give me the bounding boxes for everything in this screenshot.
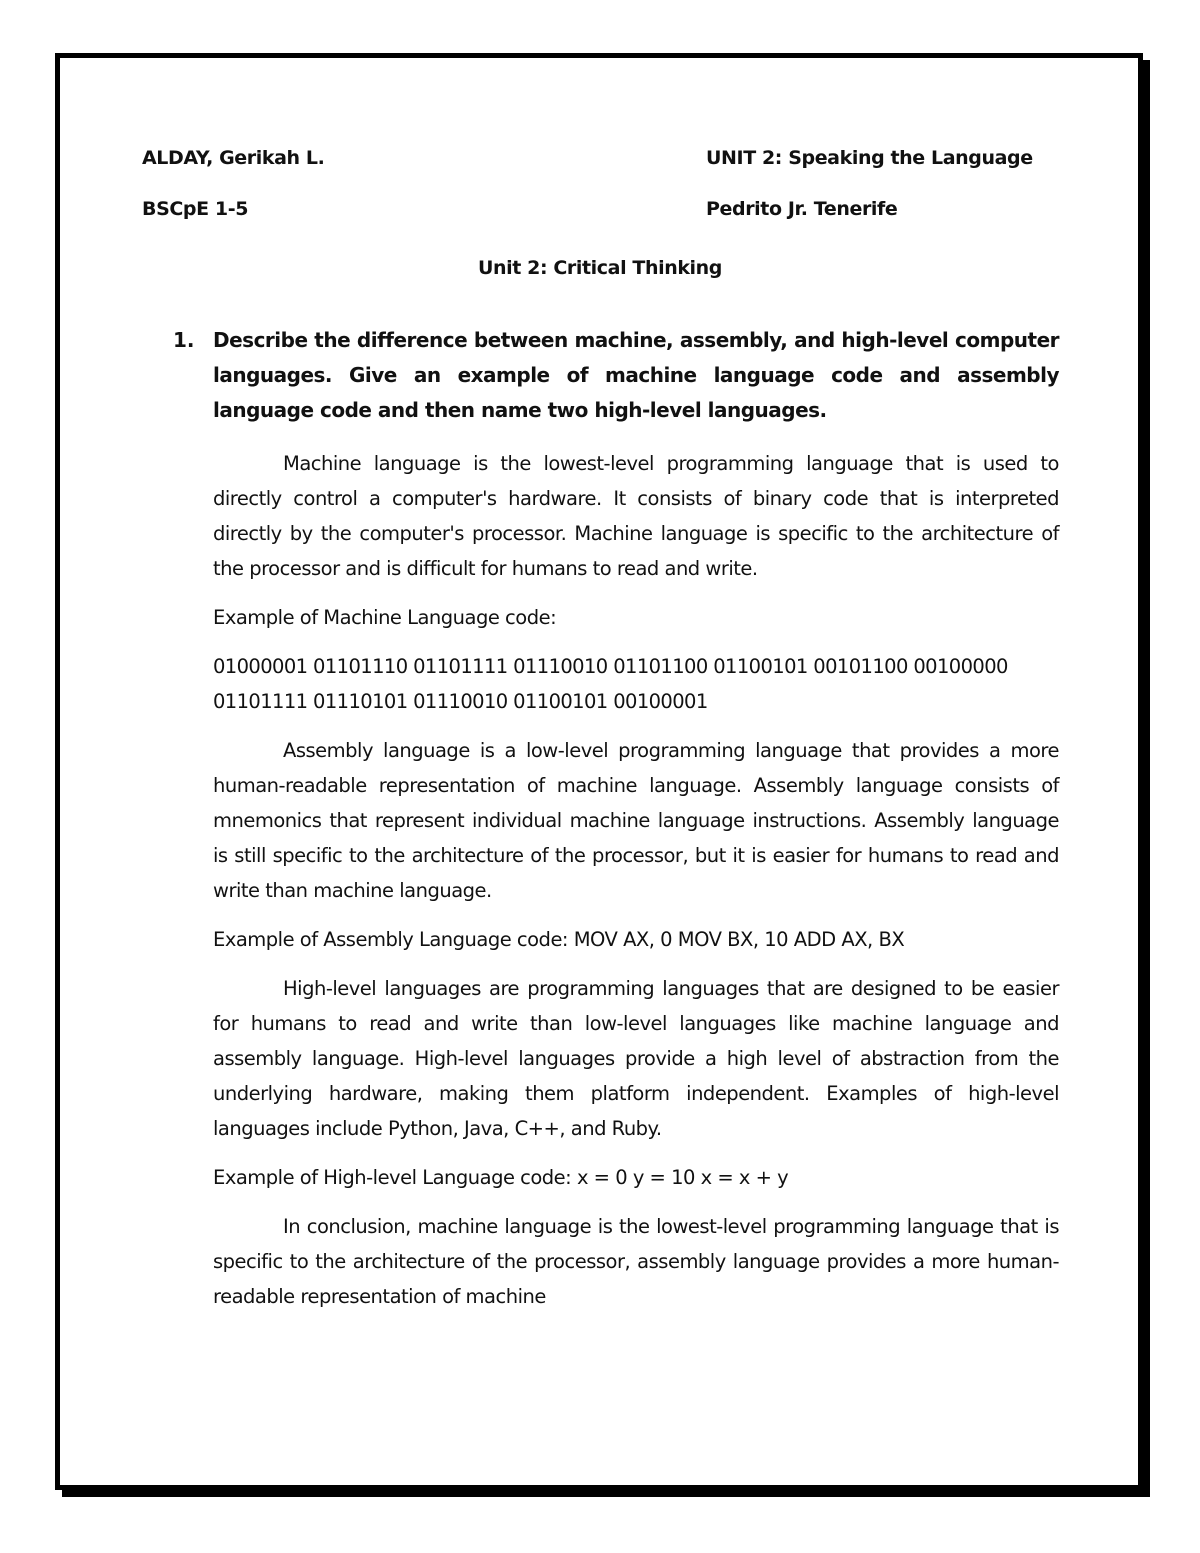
- assembly-example: Example of Assembly Language code: MOV AX, 0 MOV BX, 10 ADD AX, BX: [213, 928, 905, 951]
- answer-body: [213, 446, 1059, 1328]
- unit-title: UNIT 2: Speaking the Language: [706, 147, 1033, 169]
- high-level-example: Example of High-level Language code: x = 0 y = 10 x = x + y: [213, 1166, 789, 1189]
- student-name: ALDAY, Gerikah L.: [142, 147, 325, 169]
- high-level-language-paragraph: High-level languages are programming languages that are designed to be easier for humans to read and write than low-level languages like machine language and assembly language. High-level languages provide a high level of abstraction from the underlying hardware, making them platform independent. Examples of high-level languages include Python, Java, C++, and Ruby.: [213, 977, 1059, 1140]
- document-title: Unit 2: Critical Thinking: [477, 257, 723, 279]
- question-text: Describe the difference between machine, assembly, and high-level computer languages. Give an example of machine language code and assembly language code and then name two high-level languages.: [213, 328, 1059, 422]
- section: BSCpE 1-5: [142, 198, 249, 220]
- question-number: 1.: [173, 328, 195, 352]
- machine-language-paragraph: Machine language is the lowest-level programming language that is used to directly control a computer's hardware. It consists of binary code that is interpreted directly by the computer's processor. Machine language is specific to the architecture of the processor and is difficult for humans to read and write.: [213, 452, 1059, 580]
- instructor-name: Pedrito Jr. Tenerife: [706, 198, 898, 220]
- conclusion-paragraph: In conclusion, machine language is the lowest-level programming language that is specific to the architecture of the processor, assembly language provides a more human-readable representation of machine: [213, 1215, 1059, 1308]
- assembly-language-paragraph: Assembly language is a low-level programming language that provides a more human-readable representation of machine language. Assembly language consists of mnemonics that represent individual machine language instructions. Assembly language is still specific to the architecture of the processor, but it is easier for humans to read and write than machine language.: [213, 739, 1059, 902]
- machine-example-label: Example of Machine Language code:: [213, 606, 557, 629]
- machine-example-code: 01000001 01101110 01101111 01110010 01101100 01100101 00101100 00100000 01101111 01110101 01110010 01100101 00100001: [213, 655, 1008, 713]
